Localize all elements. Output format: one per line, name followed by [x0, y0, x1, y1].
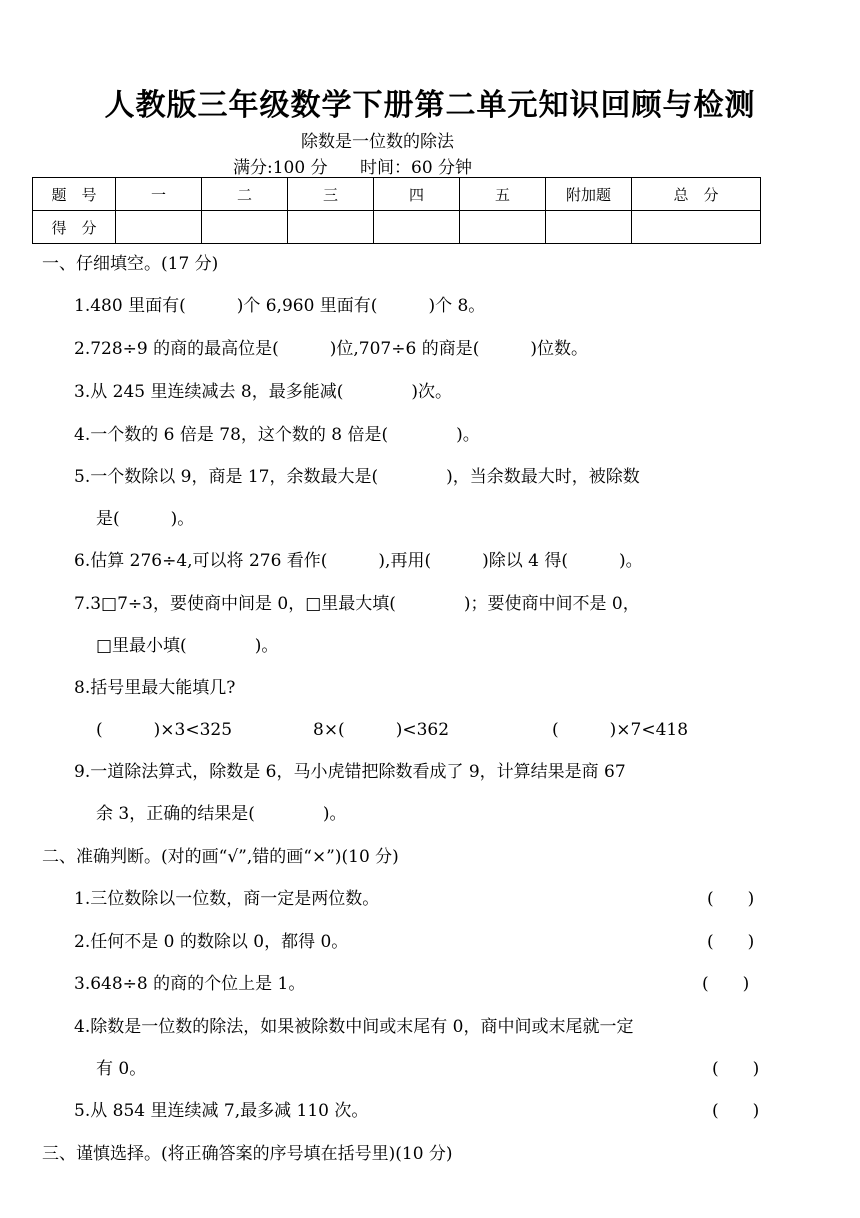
question-1-8-item: ( )×7<418: [552, 720, 689, 740]
section-1-title: 一、仔细填空。(17 分): [42, 254, 219, 274]
question-2-4-cont: 有 0。: [96, 1059, 147, 1079]
answer-paren[interactable]: ( ): [712, 1101, 760, 1121]
score-input-cell[interactable]: [460, 211, 546, 244]
score-table: [32, 177, 761, 244]
score-table-cell: 五: [460, 178, 546, 211]
answer-paren[interactable]: ( ): [707, 889, 755, 909]
question-2-3: 3.648÷8 的商的个位上是 1。: [74, 974, 306, 994]
question-1-7-cont: □里最小填( )。: [96, 636, 279, 656]
question-1-6: 6.估算 276÷4,可以将 276 看作( ),再用( )除以 4 得( )。: [74, 551, 643, 571]
question-1-9: 9.一道除法算式，除数是 6，马小虎错把除数看成了 9，计算结果是商 67: [74, 762, 626, 782]
answer-paren[interactable]: ( ): [712, 1059, 760, 1079]
exam-meta: 满分:100 分 时间：60 分钟: [233, 158, 473, 178]
answer-paren[interactable]: ( ): [707, 932, 755, 952]
score-table-cell: 题 号: [33, 178, 116, 211]
score-table-cell: 一: [116, 178, 202, 211]
question-1-8-item: 8×( )<362: [313, 720, 450, 740]
question-2-5: 5.从 854 里连续减 7,最多减 110 次。: [74, 1101, 369, 1121]
section-2-title: 二、准确判断。(对的画“√”,错的画“×”)(10 分): [42, 847, 399, 867]
score-input-cell[interactable]: [202, 211, 288, 244]
question-1-3: 3.从 245 里连续减去 8，最多能减( )次。: [74, 382, 452, 402]
question-2-2: 2.任何不是 0 的数除以 0，都得 0。: [74, 932, 349, 952]
question-1-9-cont: 余 3，正确的结果是( )。: [96, 804, 347, 824]
score-row-label: 得 分: [33, 211, 116, 244]
question-2-4: 4.除数是一位数的除法，如果被除数中间或末尾有 0，商中间或末尾就一定: [74, 1017, 634, 1037]
page-subtitle: 除数是一位数的除法: [301, 132, 454, 152]
question-1-8: 8.括号里最大能填几?: [74, 678, 236, 698]
question-1-8-item: ( )×3<325: [96, 720, 233, 740]
score-table-cell: 二: [202, 178, 288, 211]
question-1-1: 1.480 里面有( )个 6,960 里面有( )个 8。: [74, 296, 486, 316]
question-1-7: 7.3□7÷3，要使商中间是 0，□里最大填( )；要使商中间不是 0，: [74, 594, 640, 614]
score-table-cell: 四: [374, 178, 460, 211]
score-input-cell[interactable]: [116, 211, 202, 244]
question-2-1: 1.三位数除以一位数，商一定是两位数。: [74, 889, 380, 909]
page-title: 人教版三年级数学下册第二单元知识回顾与检测: [104, 88, 756, 123]
question-1-5-cont: 是( )。: [96, 509, 195, 529]
answer-paren[interactable]: ( ): [702, 974, 750, 994]
score-table-cell: 三: [288, 178, 374, 211]
section-3-title: 三、谨慎选择。(将正确答案的序号填在括号里)(10 分): [42, 1144, 453, 1164]
score-input-cell[interactable]: [374, 211, 460, 244]
question-1-4: 4.一个数的 6 倍是 78，这个数的 8 倍是( )。: [74, 425, 480, 445]
score-input-cell[interactable]: [632, 211, 761, 244]
score-input-cell[interactable]: [546, 211, 632, 244]
score-table-header-row: [33, 178, 761, 211]
score-table-cell: 总 分: [632, 178, 761, 211]
score-input-cell[interactable]: [288, 211, 374, 244]
question-1-5: 5.一个数除以 9，商是 17，余数最大是( )，当余数最大时，被除数: [74, 467, 640, 487]
question-1-2: 2.728÷9 的商的最高位是( )位,707÷6 的商是( )位数。: [74, 339, 588, 359]
score-table-cell: 附加题: [546, 178, 632, 211]
score-table-score-row: [33, 211, 761, 244]
